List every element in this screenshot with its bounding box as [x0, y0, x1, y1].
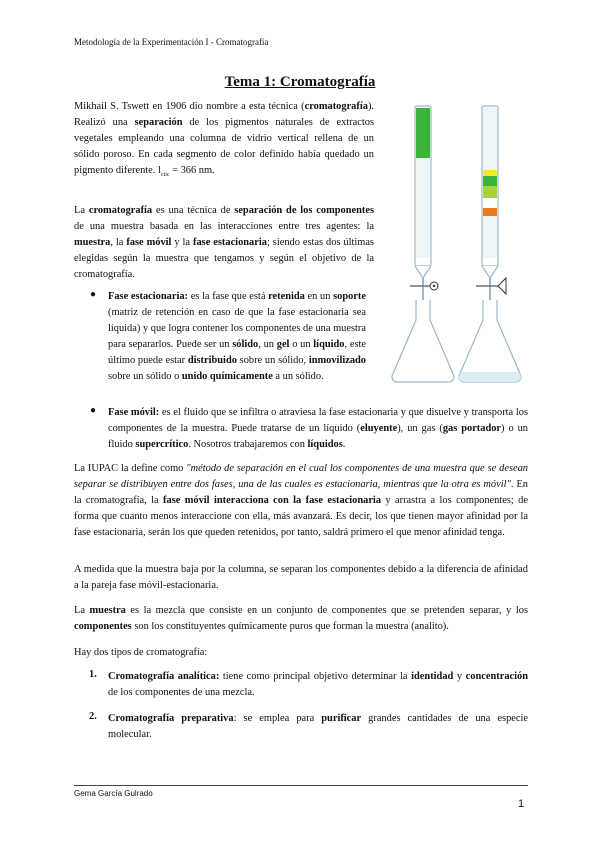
list-number: 2. [89, 711, 97, 722]
lime-pigment-band [483, 186, 497, 198]
paragraph-tswett: Mikhail S. Tswett en 1906 dio nombre a esta técnica (cromatografía). Realizó una separación de los pigmentos naturales de extractos vegetales empleando una columna de vidrio vertical rellena de un sólido poroso. En cada segmento de color definido había quedado un pigmento diferente. $l_{ctic} = 366$ nm. [74, 101, 374, 179]
left-flask [392, 300, 454, 382]
bullet-mobile-phase: Fase móvil: es el fluido que se infiltra o atraviesa la fase estacionaria y que disuelve y transporta los componentes de la muestra. Puede tratarse de un líquido (eluyente), un gas (gas portador) o un fluido supercrítico. Nosotros trabajaremos con líquidos. [108, 407, 529, 450]
bullet-marker: ● [90, 289, 97, 300]
bullet-marker: ● [90, 405, 97, 416]
running-header: Metodología de la Experimentación I - Cromatografía [74, 37, 269, 47]
list-item-analytical: Cromatografía analítica: tiene como principal objetivo determinar la identidad y concentración de los componentes de una mezcla. [108, 671, 528, 698]
right-flask [459, 300, 521, 382]
list-number: 1. [89, 669, 97, 680]
page-title: Tema 1: Cromatografía [224, 74, 376, 90]
paragraph-definition: La cromatografía es una técnica de separación de los componentes de una muestra basada en las interacciones entre tres agentes: la muestra, la fase móvil y la fase estacionaria; siendo estas dos últimas elegidas según la muestra que tengamos y según el objetivo de la cromatografía. [74, 205, 374, 280]
bullet-stationary-phase: Fase estacionaria: es la fase que está retenida en un soporte (matriz de retención en caso de que la fase estacionaria sea líquida) y que logra contener los componentes de una muestra para separarlos. Puede ser un sólido, un gel o un líquido, este último puede estar distribuido sobre un sólido, inmovilizado sobre un sólido o unido químicamente a un sólido. [108, 291, 367, 382]
green-pigment-band [483, 176, 497, 186]
list-item-preparative: Cromatografía preparativa: se emplea para purificar grandes cantidades de una especie molecular. [108, 713, 528, 740]
paragraph-types-intro: Hay dos tipos de cromatografía: [74, 647, 208, 658]
paragraph-iupac: La IUPAC la define como "método de separación en el cual los componentes de una muestra que se desean separar se distribuyen entre dos fases, una de las cuales es estacionaria, mientras que la otra es móvil". En la cromatografía, la fase móvil interacciona con la fase estacionaria y arrastra a los componentes; de forma que cuanto menos interaccione con ella, más avanzará. Es decir, los que tienen mayor afinidad por la fase estacionaria, serán los que queden retenidos, por tanto, saldrá primero el que menor afinidad tenga. [74, 463, 528, 538]
yellow-pigment-band [483, 170, 497, 176]
page-number: 1 [518, 798, 525, 810]
green-pigment-band [416, 108, 430, 158]
footer-author: Gema García Gulrado [74, 789, 153, 798]
orange-pigment-band [483, 208, 497, 216]
left-column [410, 106, 438, 304]
chromatography-columns-illustration [382, 98, 534, 388]
footer-rule [74, 785, 528, 786]
paragraph-sample: La muestra es la mezcla que consiste en un conjunto de componentes que se pretenden separar, y los componentes son los constituyentes químicamente puros que forman la muestra (analito). [74, 605, 528, 632]
right-column [476, 106, 506, 304]
paragraph-column-separation: A medida que la muestra baja por la columna, se separan los componentes debido a la diferencia de afinidad a la pareja fase móvil-estacionaria. [74, 564, 528, 591]
